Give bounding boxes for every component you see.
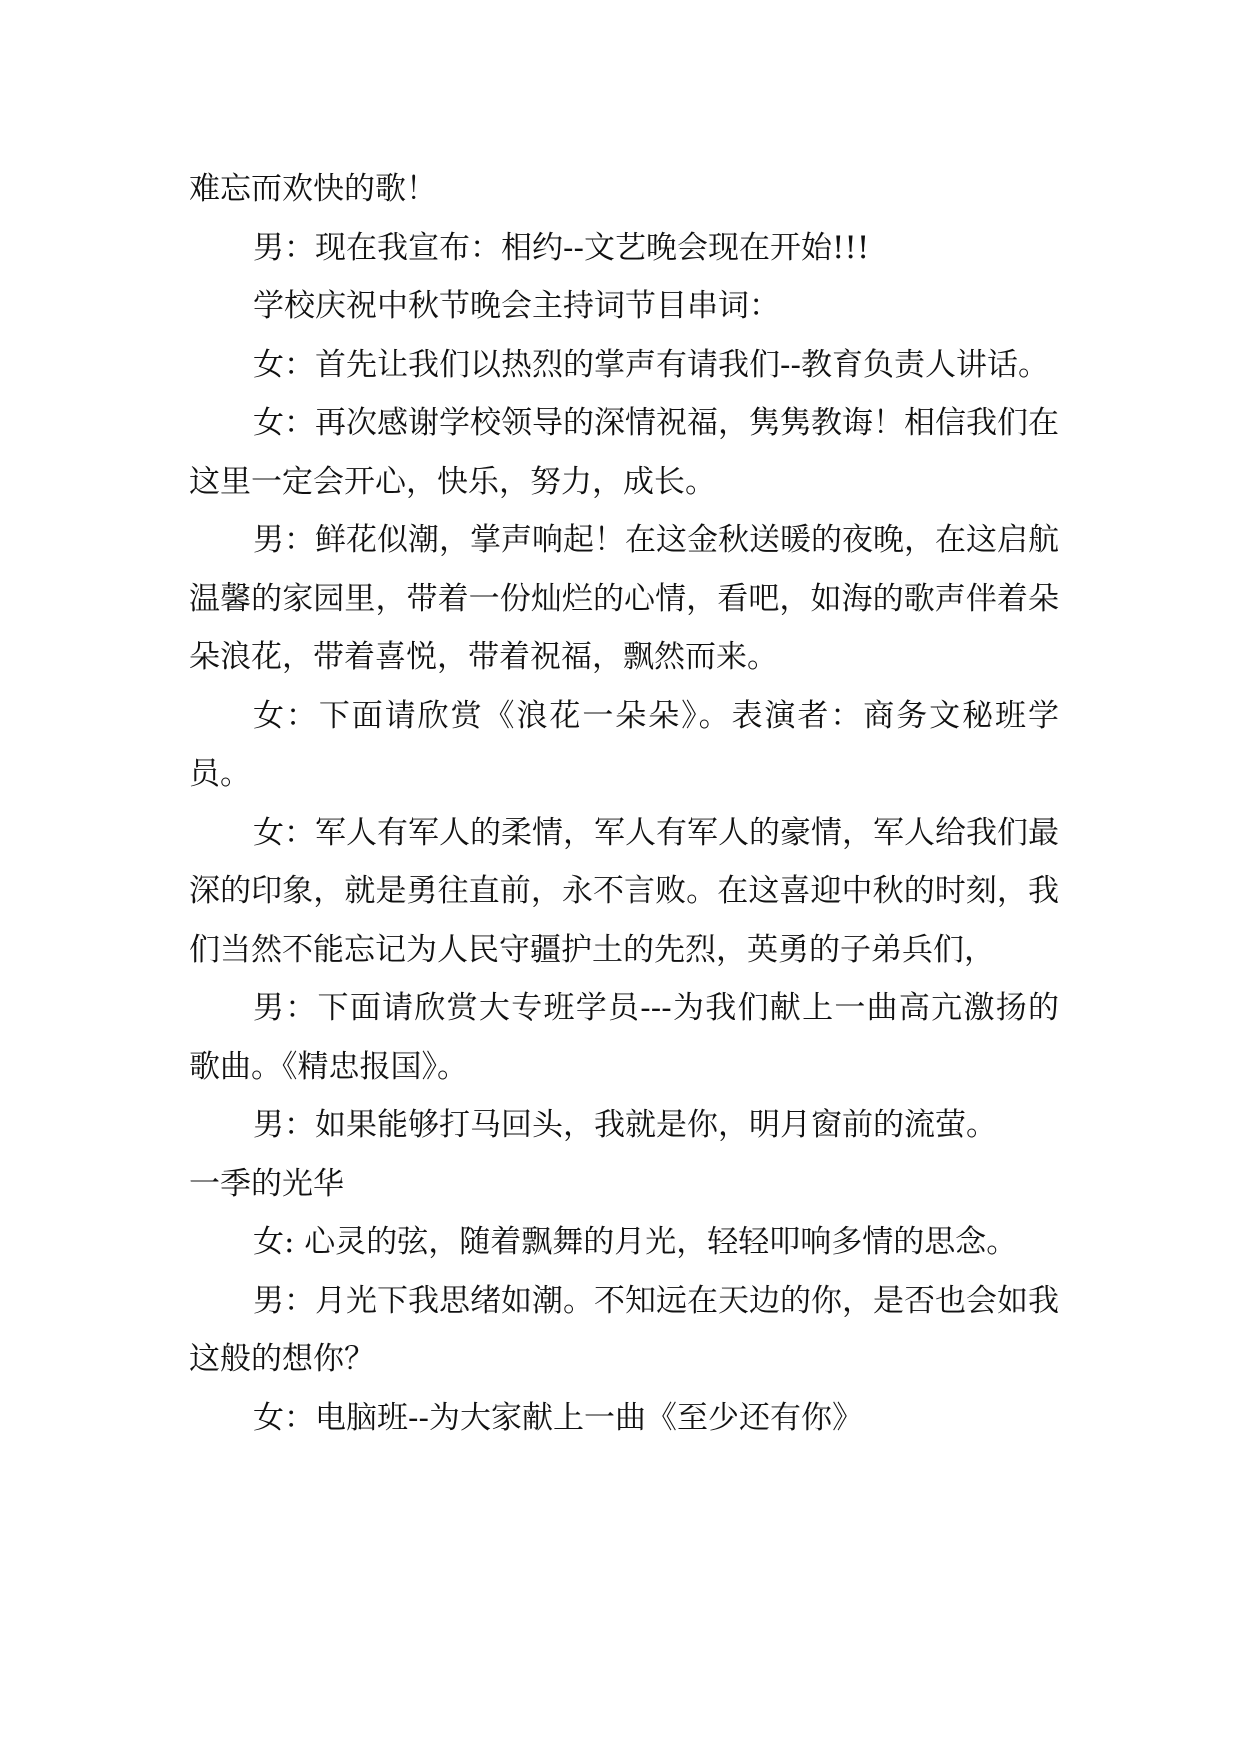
- paragraph-12: 女: 心灵的弦，随着飘舞的月光，轻轻叩响多情的思念。: [253, 1224, 1018, 1260]
- paragraph-5: 女：再次感谢学校领导的深情祝福，隽隽教诲！相信我们在这里一定会开心，快乐，努力，成长。: [189, 405, 1059, 500]
- paragraph-1: 难忘而欢快的歌！: [189, 171, 437, 207]
- paragraph-6: 男：鲜花似潮，掌声响起！在这金秋送暖的夜晚，在这启航温馨的家园里，带着一份灿烂的心情，看吧，如海的歌声伴着朵朵浪花，带着喜悦，带着祝福，飘然而来。: [189, 522, 1059, 675]
- paragraph-10: 男：如果能够打马回头，我就是你，明月窗前的流萤。: [253, 1107, 997, 1143]
- paragraph-13: 男：月光下我思绪如潮。不知远在天边的你，是否也会如我这般的想你？: [189, 1282, 1059, 1377]
- document-body: [189, 160, 1059, 1447]
- paragraph-4: 女：首先让我们以热烈的掌声有请我们--教育负责人讲话。: [253, 346, 1049, 383]
- paragraph-3: 学校庆祝中秋节晚会主持词节目串词：: [253, 288, 780, 324]
- paragraph-7: 女：下面请欣赏《浪花一朵朵》。表演者：商务文秘班学员。: [189, 697, 1059, 792]
- paragraph-11: 一季的光华: [189, 1165, 344, 1202]
- paragraph-14: 女：电脑班--为大家献上一曲《至少还有你》: [253, 1399, 863, 1436]
- paragraph-9: 男：下面请欣赏大专班学员---为我们献上一曲高亢激扬的歌曲。《精忠报国》。: [189, 990, 1059, 1085]
- paragraph-2: 男：现在我宣布：相约--文艺晚会现在开始!!!: [253, 229, 870, 266]
- paragraph-8: 女：军人有军人的柔情，军人有军人的豪情，军人给我们最深的印象，就是勇往直前，永不言败。在这喜迎中秋的时刻，我们当然不能忘记为人民守疆护土的先烈，英勇的子弟兵们，: [189, 814, 1059, 968]
